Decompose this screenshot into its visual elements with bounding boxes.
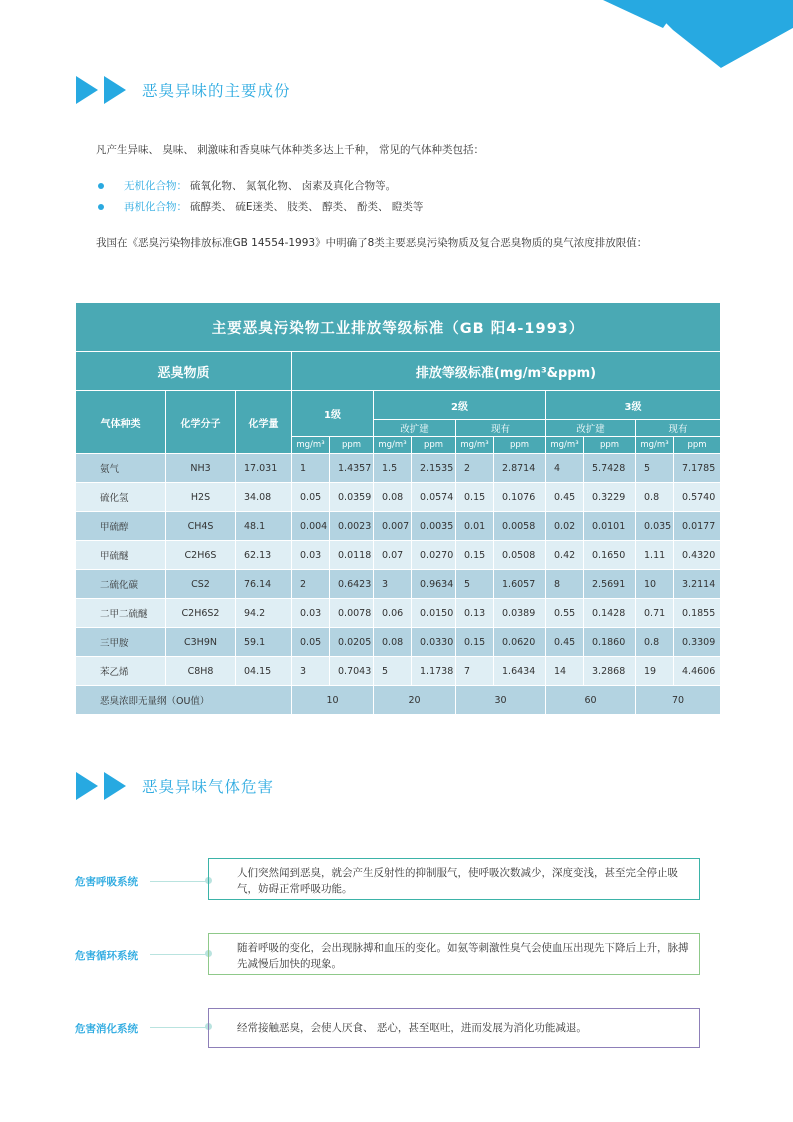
grade2-expand-header: 改扩建 [374,420,456,437]
table-cell: 0.42 [546,541,584,570]
table-cell: 8 [546,570,584,599]
footer-value: 20 [374,686,456,715]
section-title: 恶臭异味气体危害 [142,778,275,796]
table-cell: 0.0118 [330,541,374,570]
section-header-components [76,76,291,104]
table-cell: 1.6434 [494,657,546,686]
intro-text: 凡产生异味、 臭味、 刺激味和香臭味气体种类多达上千种， 常见的气体种类包括： [96,144,485,156]
bullet-label: 再机化合物： [124,201,187,213]
grade3-existing-header: 现有 [636,420,721,437]
section-header-hazards [76,772,274,800]
table-cell: 1.4357 [330,454,374,483]
table-row [76,454,721,483]
table-cell: 0.0330 [412,628,456,657]
table-cell: 0.08 [374,483,412,512]
table-cell: 0.007 [374,512,412,541]
table-cell: 0.7043 [330,657,374,686]
table-cell: 0.15 [456,628,494,657]
table-cell: 0.03 [292,599,330,628]
table-cell: 2 [292,570,330,599]
table-cell: 7 [456,657,494,686]
table-cell: 34.08 [236,483,292,512]
table-cell: CS2 [166,570,236,599]
table-cell: 0.07 [374,541,412,570]
table-cell: 0.01 [456,512,494,541]
table-cell: 0.45 [546,483,584,512]
double-arrow-icon [76,76,128,104]
table-cell: 0.6423 [330,570,374,599]
footer-value: 60 [546,686,636,715]
table-cell: 0.8 [636,483,674,512]
table-cell: 0.0078 [330,599,374,628]
table-cell: 0.0035 [412,512,456,541]
table-cell: 1.6057 [494,570,546,599]
table-cell: 62.13 [236,541,292,570]
table-cell: 0.0177 [674,512,721,541]
table-cell: 04.15 [236,657,292,686]
unit-ppm: ppm [494,437,546,454]
unit-ppm: ppm [330,437,374,454]
table-cell: 三甲胺 [76,628,166,657]
table-cell: 0.0205 [330,628,374,657]
unit-ppm: ppm [584,437,636,454]
col-formula-header: 化学分子 [166,391,236,454]
table-cell: 0.08 [374,628,412,657]
table-row [76,570,721,599]
table-footer-row [76,686,721,715]
table-cell: 5.7428 [584,454,636,483]
table-cell: C2H6S2 [166,599,236,628]
table-cell: 7.1785 [674,454,721,483]
emission-standard-table [75,302,721,715]
table-cell: 0.4320 [674,541,721,570]
table-cell: 17.031 [236,454,292,483]
standard-note: 我国在《恶臭污染物排放标准GB 14554-1993》中明确了8类主要恶臭污染物质及复合恶臭物质的臭气浓度排放限值： [96,237,648,249]
table-cell: 5 [636,454,674,483]
table-cell: 苯乙烯 [76,657,166,686]
table-cell: 甲硫醚 [76,541,166,570]
table-cell: 二硫化碳 [76,570,166,599]
table-cell: 0.0389 [494,599,546,628]
table-cell: 0.0574 [412,483,456,512]
grade2-header: 2级 [374,391,546,420]
hazard-box-circulatory: 随着呼吸的变化，会出现脉搏和血压的变化。如氨等刺激性臭气会使血压出现先下降后上升，脉搏先减慢后加快的现象。 [208,933,700,975]
bullet-item [98,178,396,193]
table-cell: 0.15 [456,483,494,512]
table-cell: 0.05 [292,483,330,512]
hazard-box-respiratory: 人们突然闻到恶臭，就会产生反射性的抑制服气，使呼吸次数减少，深度变浅，甚至完全停止吸气，妨碍正常呼吸功能。 [208,858,700,900]
table-cell: 0.1860 [584,628,636,657]
table-cell: 3 [292,657,330,686]
unit-mg: mg/m³ [456,437,494,454]
table-cell: 0.13 [456,599,494,628]
table-cell: 2.1535 [412,454,456,483]
bullet-label: 无机化合物： [124,180,187,192]
table-cell: 0.8 [636,628,674,657]
bullet-dot-icon [98,204,104,210]
bullet-dot-icon [98,183,104,189]
corner-decoration [603,0,793,70]
table-row [76,512,721,541]
table-cell: 3.2868 [584,657,636,686]
table-cell: 4.4606 [674,657,721,686]
table-cell: 59.1 [236,628,292,657]
table-cell: 1.1738 [412,657,456,686]
table-cell: 0.004 [292,512,330,541]
table-cell: 甲硫醇 [76,512,166,541]
unit-mg: mg/m³ [374,437,412,454]
table-caption: 主要恶臭污染物工业排放等级标准（GB 阳4-1993） [76,303,721,352]
table-cell: CH4S [166,512,236,541]
table-cell: 0.9634 [412,570,456,599]
hazard-connector [150,954,208,955]
unit-ppm: ppm [674,437,721,454]
section-title: 恶臭异味的主要成份 [142,82,291,100]
table-cell: 0.55 [546,599,584,628]
table-cell: 1 [292,454,330,483]
col-gas-header: 气体种类 [76,391,166,454]
hazard-box-digestive: 经常接触恶臭，会使人厌食、 恶心，甚至呕吐，进而发展为消化功能减退。 [208,1008,700,1048]
table-cell: 二甲二硫醚 [76,599,166,628]
table-cell: 0.05 [292,628,330,657]
table-cell: 0.0023 [330,512,374,541]
bullet-item [98,199,423,214]
table-cell: 1.11 [636,541,674,570]
table-cell: 0.15 [456,541,494,570]
table-cell: 0.1428 [584,599,636,628]
grade3-expand-header: 改扩建 [546,420,636,437]
table-row [76,541,721,570]
unit-mg: mg/m³ [546,437,584,454]
table-cell: 0.3229 [584,483,636,512]
table-cell: 0.0359 [330,483,374,512]
table-cell: 5 [374,657,412,686]
table-cell: 3 [374,570,412,599]
table-cell: 19 [636,657,674,686]
table-cell: C8H8 [166,657,236,686]
table-cell: 76.14 [236,570,292,599]
table-cell: 0.0058 [494,512,546,541]
table-cell: 0.1855 [674,599,721,628]
grade2-existing-header: 现有 [456,420,546,437]
table-cell: 0.45 [546,628,584,657]
hazard-connector [150,1027,208,1028]
table-row [76,599,721,628]
table-cell: 5 [456,570,494,599]
footer-value: 70 [636,686,721,715]
table-cell: 3.2114 [674,570,721,599]
table-cell: C3H9N [166,628,236,657]
table-cell: 10 [636,570,674,599]
footer-value: 10 [292,686,374,715]
table-cell: 0.1076 [494,483,546,512]
table-cell: 4 [546,454,584,483]
table-cell: 2 [456,454,494,483]
table-cell: 氨气 [76,454,166,483]
table-cell: 0.0270 [412,541,456,570]
hazard-label-digestive: 危害消化系统 [75,1023,138,1035]
double-arrow-icon [76,772,128,800]
table-cell: 0.0150 [412,599,456,628]
table-cell: 94.2 [236,599,292,628]
table-cell: 2.8714 [494,454,546,483]
col-mass-header: 化学量 [236,391,292,454]
table-cell: 0.0101 [584,512,636,541]
footer-label: 恶臭浓即无量纲（OU值） [76,686,292,715]
table-cell: NH3 [166,454,236,483]
table-cell: 0.03 [292,541,330,570]
table-cell: 0.1650 [584,541,636,570]
table-cell: 0.02 [546,512,584,541]
table-cell: 0.035 [636,512,674,541]
substance-header: 恶臭物质 [76,352,292,391]
unit-mg: mg/m³ [292,437,330,454]
footer-value: 30 [456,686,546,715]
table-row [76,657,721,686]
table-cell: 2.5691 [584,570,636,599]
bullet-text: 硫醇类、 硫E迷类、 肢类、 醇类、 酚类、 瞪类等 [190,201,424,213]
table-cell: 0.0508 [494,541,546,570]
table-cell: C2H6S [166,541,236,570]
unit-mg: mg/m³ [636,437,674,454]
table-cell: 48.1 [236,512,292,541]
hazard-label-respiratory: 危害呼吸系统 [75,876,138,888]
table-cell: 0.0620 [494,628,546,657]
table-cell: 0.5740 [674,483,721,512]
table-row [76,483,721,512]
bullet-text: 硫氧化物、 氮氧化物、 卤素及真化合物等。 [190,180,397,192]
table-row [76,628,721,657]
table-cell: 0.3309 [674,628,721,657]
standard-header: 排放等级标准(mg/m³&ppm) [292,352,721,391]
hazard-connector [150,881,208,882]
grade3-header: 3级 [546,391,721,420]
table-cell: H2S [166,483,236,512]
table-cell: 14 [546,657,584,686]
table-cell: 1.5 [374,454,412,483]
table-cell: 0.06 [374,599,412,628]
unit-ppm: ppm [412,437,456,454]
hazard-label-circulatory: 危害循环系统 [75,950,138,962]
table-cell: 0.71 [636,599,674,628]
grade1-header: 1级 [292,391,374,437]
table-cell: 硫化氢 [76,483,166,512]
